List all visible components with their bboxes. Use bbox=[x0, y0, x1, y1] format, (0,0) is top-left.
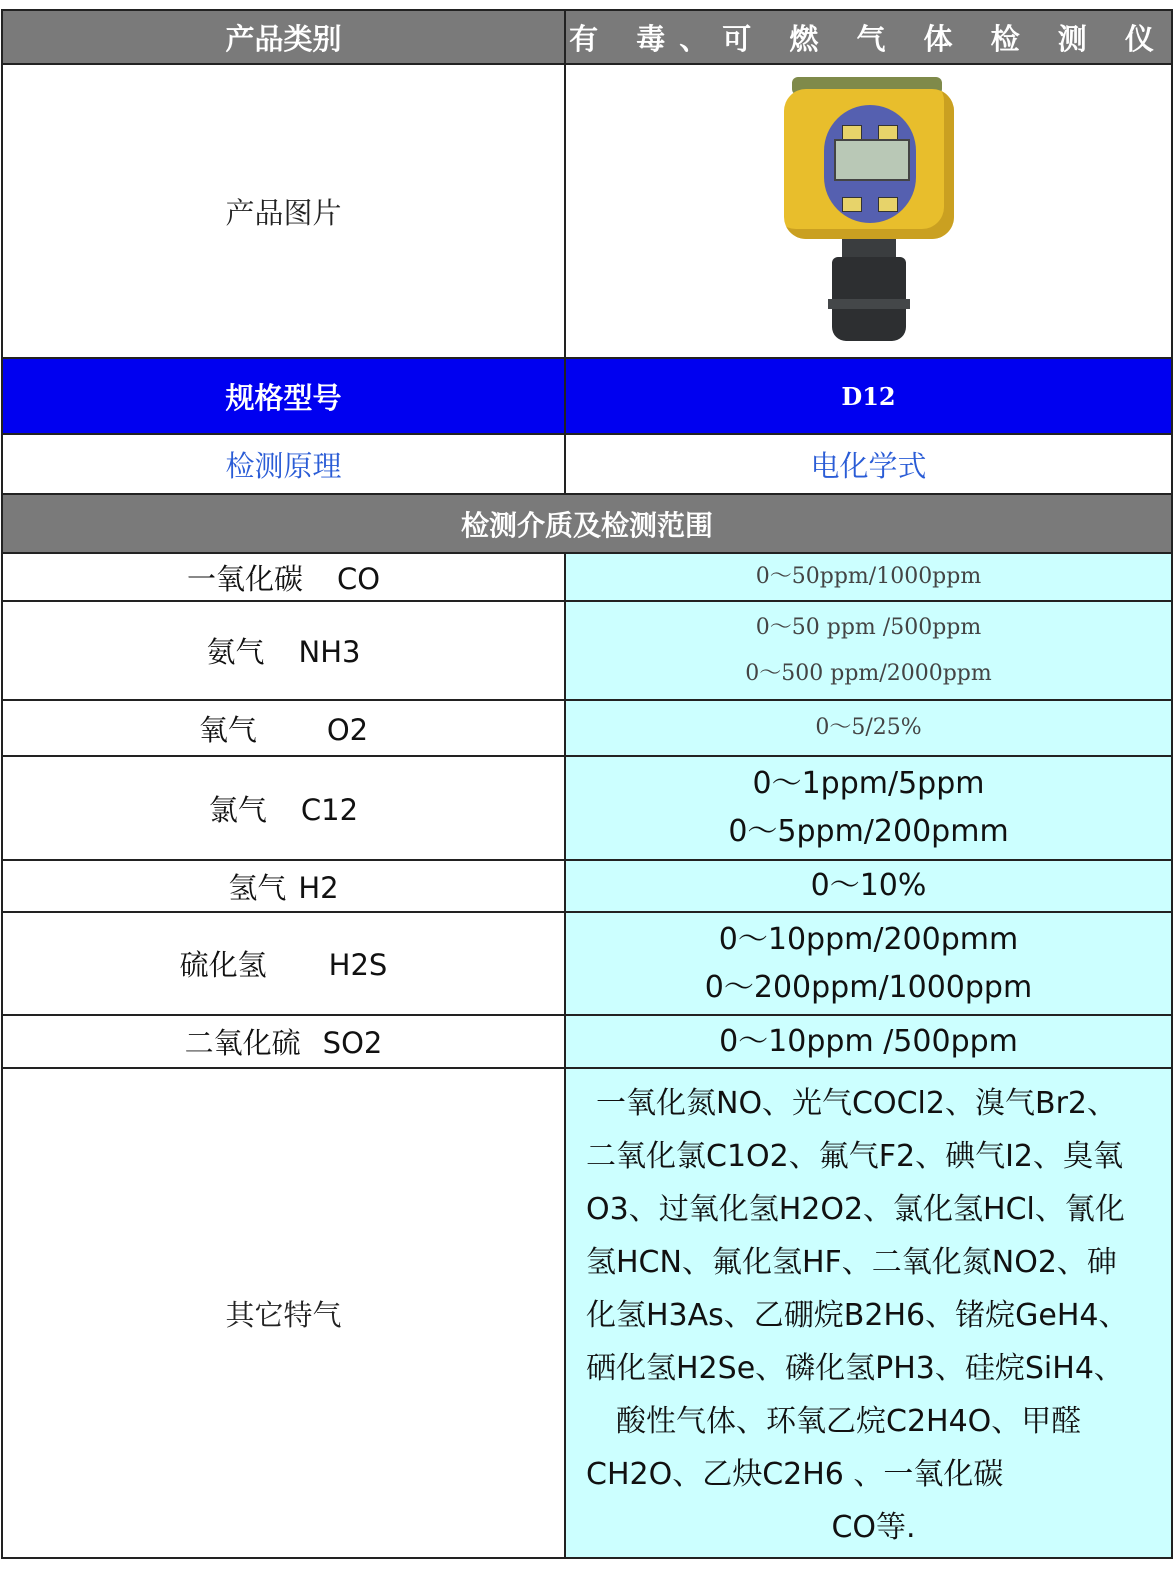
gas-name: 氯气 C12 bbox=[2, 756, 565, 860]
other-line: CH2O、乙炔C2H6 、一氧化碳 bbox=[586, 1456, 1004, 1492]
gas-range: 0～50ppm/1000ppm bbox=[565, 553, 1172, 601]
spec-table bbox=[1, 9, 1173, 1559]
model-row bbox=[2, 358, 1172, 434]
gas-name: 氨气 NH3 bbox=[2, 601, 565, 700]
gas-name: 氧气 O2 bbox=[2, 700, 565, 756]
header-value: 有 毒、可 燃 气 体 检 测 仪 bbox=[565, 10, 1172, 64]
section-title: 检测介质及检测范围 bbox=[2, 494, 1172, 553]
other-label: 其它特气 bbox=[2, 1068, 565, 1558]
other-line: 酸性气体、环氧乙烷C2H4O、甲醛 bbox=[616, 1403, 1082, 1439]
header-label: 产品类别 bbox=[2, 10, 565, 64]
other-line: 一氧化氮NO、光气COCl2、溴气Br2、 bbox=[596, 1085, 1117, 1121]
model-label: 规格型号 bbox=[2, 358, 565, 434]
gas-row bbox=[2, 601, 1172, 700]
gas-range: 0～50 ppm /500ppm 0～500 ppm/2000ppm bbox=[565, 601, 1172, 700]
other-list bbox=[565, 1068, 1172, 1558]
gas-row bbox=[2, 1015, 1172, 1068]
gas-name: 二氧化硫 SO2 bbox=[2, 1015, 565, 1068]
gas-range: 0～10ppm/200pmm 0～200ppm/1000ppm bbox=[565, 912, 1172, 1015]
gas-row bbox=[2, 912, 1172, 1015]
other-line: O3、过氧化氢H2O2、氯化氢HCl、氰化 bbox=[586, 1191, 1125, 1227]
principle-row bbox=[2, 434, 1172, 494]
gas-range: 0～10% bbox=[565, 860, 1172, 912]
image-row bbox=[2, 64, 1172, 358]
gas-row bbox=[2, 860, 1172, 912]
gas-name: 一氧化碳 CO bbox=[2, 553, 565, 601]
image-cell bbox=[565, 64, 1172, 358]
gas-row bbox=[2, 553, 1172, 601]
principle-label: 检测原理 bbox=[2, 434, 565, 494]
header-row bbox=[2, 10, 1172, 64]
section-row bbox=[2, 494, 1172, 553]
gas-row bbox=[2, 756, 1172, 860]
gas-range: 0～1ppm/5ppm 0～5ppm/200pmm bbox=[565, 756, 1172, 860]
other-row bbox=[2, 1068, 1172, 1558]
gas-detector-image bbox=[784, 77, 954, 345]
gas-range: 0～5/25% bbox=[565, 700, 1172, 756]
model-value: D12 bbox=[565, 358, 1172, 434]
gas-name: 硫化氢 H2S bbox=[2, 912, 565, 1015]
other-line: 氢HCN、氟化氢HF、二氧化氮NO2、砷 bbox=[586, 1244, 1117, 1280]
other-line: 硒化氢H2Se、磷化氢PH3、硅烷SiH4、 bbox=[586, 1350, 1124, 1386]
gas-range: 0～10ppm /500ppm bbox=[565, 1015, 1172, 1068]
other-line: CO等. bbox=[831, 1509, 916, 1545]
gas-name: 氢气 H2 bbox=[2, 860, 565, 912]
gas-row bbox=[2, 700, 1172, 756]
other-line: 化氢H3As、乙硼烷B2H6、锗烷GeH4、 bbox=[586, 1297, 1129, 1333]
principle-value: 电化学式 bbox=[565, 434, 1172, 494]
image-label: 产品图片 bbox=[2, 64, 565, 358]
other-line: 二氧化氯C1O2、氟气F2、碘气I2、臭氧 bbox=[586, 1138, 1124, 1174]
